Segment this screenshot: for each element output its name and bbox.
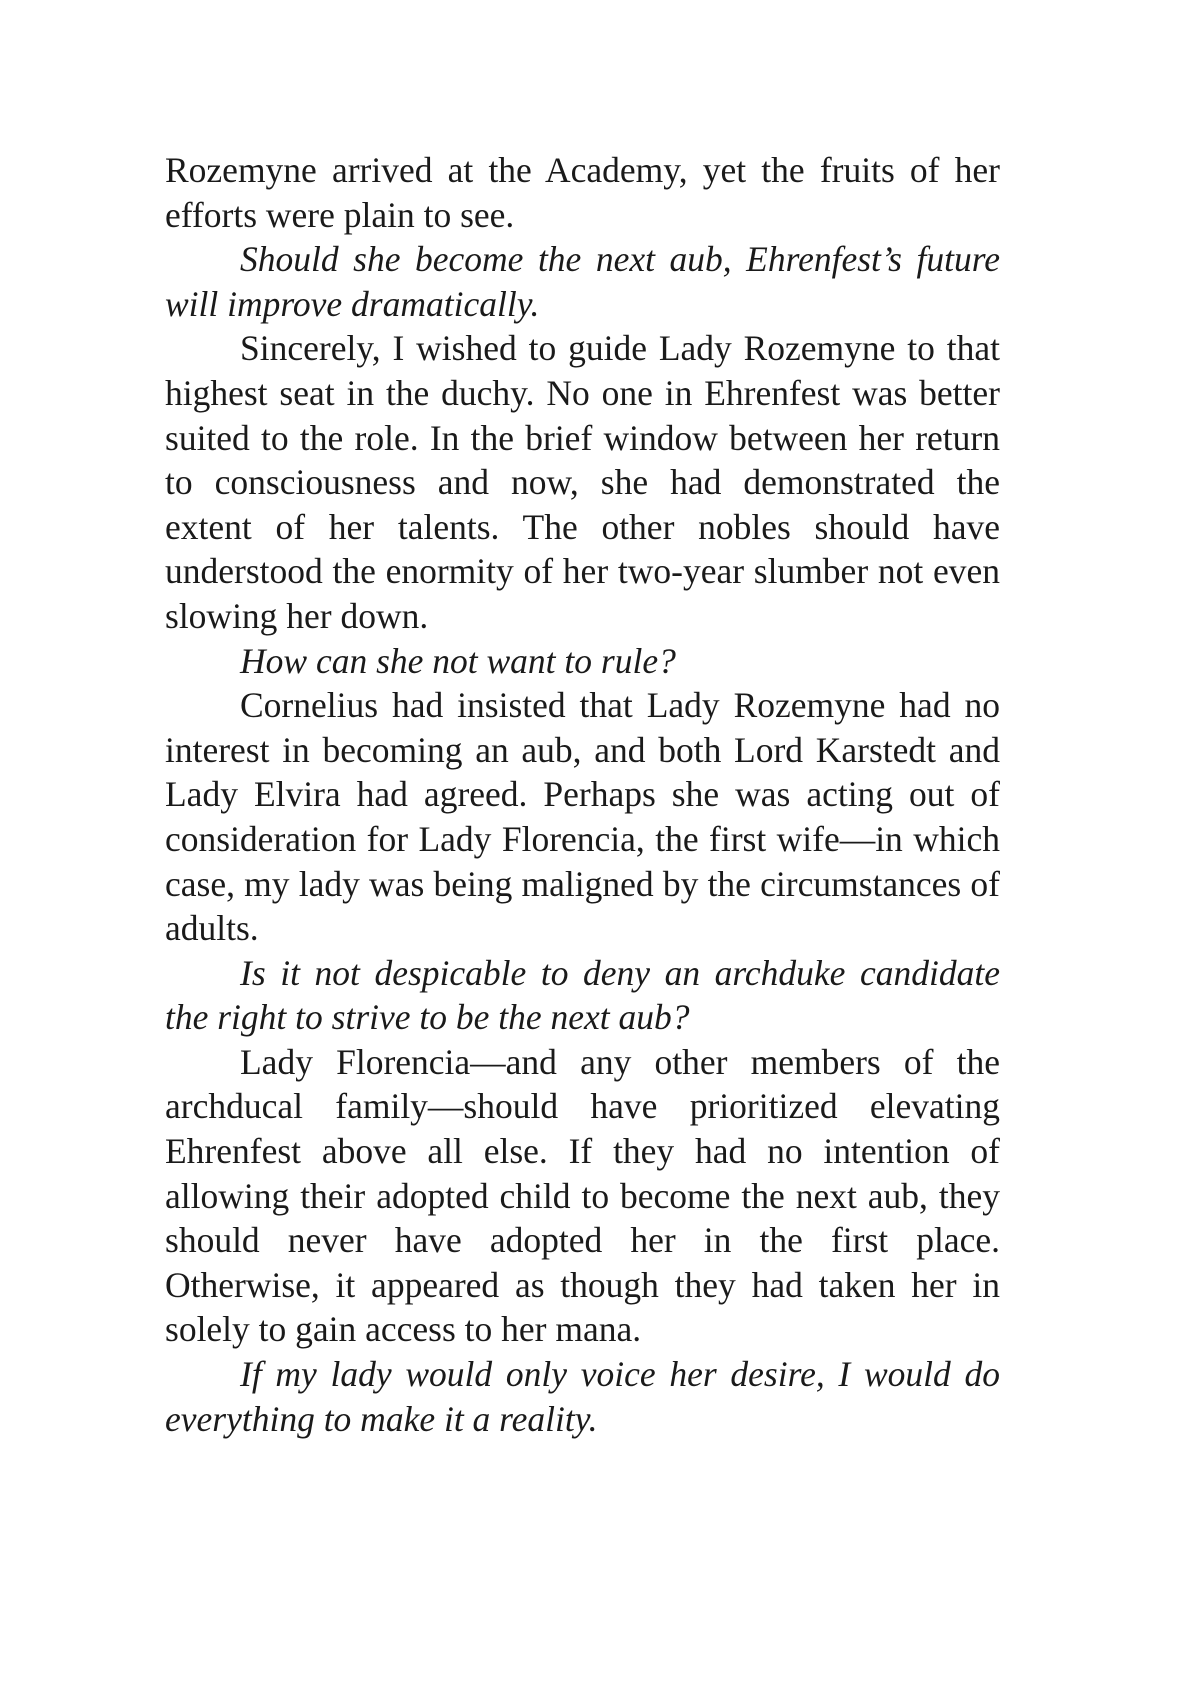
paragraph: Lady Florencia—and any other members of the archducal family—should have prioritized elevating Ehrenfest above all else. If they had no intention of allowing their adopted child to become the next aub, they should never have adopted her in the first place. Otherwise, it appeared as though they had taken her in solely to gain access to her mana. [165,1041,1000,1350]
book-page-text [165,148,1000,1441]
paragraph-inner-thought: If my lady would only voice her desire, I would do everything to make it a reality. [165,1354,1000,1439]
paragraph: Sincerely, I wished to guide Lady Rozemyne to that highest seat in the duchy. No one in Ehrenfest was better suited to the role. In the brief window between her return to consciousness and now, she had demonstrated the extent of her talents. The other nobles should have understood the enormity of her two-year slumber not even slowing her down. [165,328,1000,636]
paragraph-inner-thought: Should she become the next aub, Ehrenfest’s future will improve dramatically. [165,239,1000,324]
paragraph-inner-thought: How can she not want to rule? [240,640,676,681]
paragraph: Cornelius had insisted that Lady Rozemyne had no interest in becoming an aub, and both Lord Karstedt and Lady Elvira had agreed. Perhaps she was acting out of consideration for Lady Florencia, the first wife—in which case, my lady was being maligned by the circumstances of adults. [165,685,1000,949]
paragraph-inner-thought: Is it not despicable to deny an archduke candidate the right to strive to be the next aub? [165,952,1000,1038]
paragraph-continuation: Rozemyne arrived at the Academy, yet the fruits of her efforts were plain to see. [165,150,1000,235]
